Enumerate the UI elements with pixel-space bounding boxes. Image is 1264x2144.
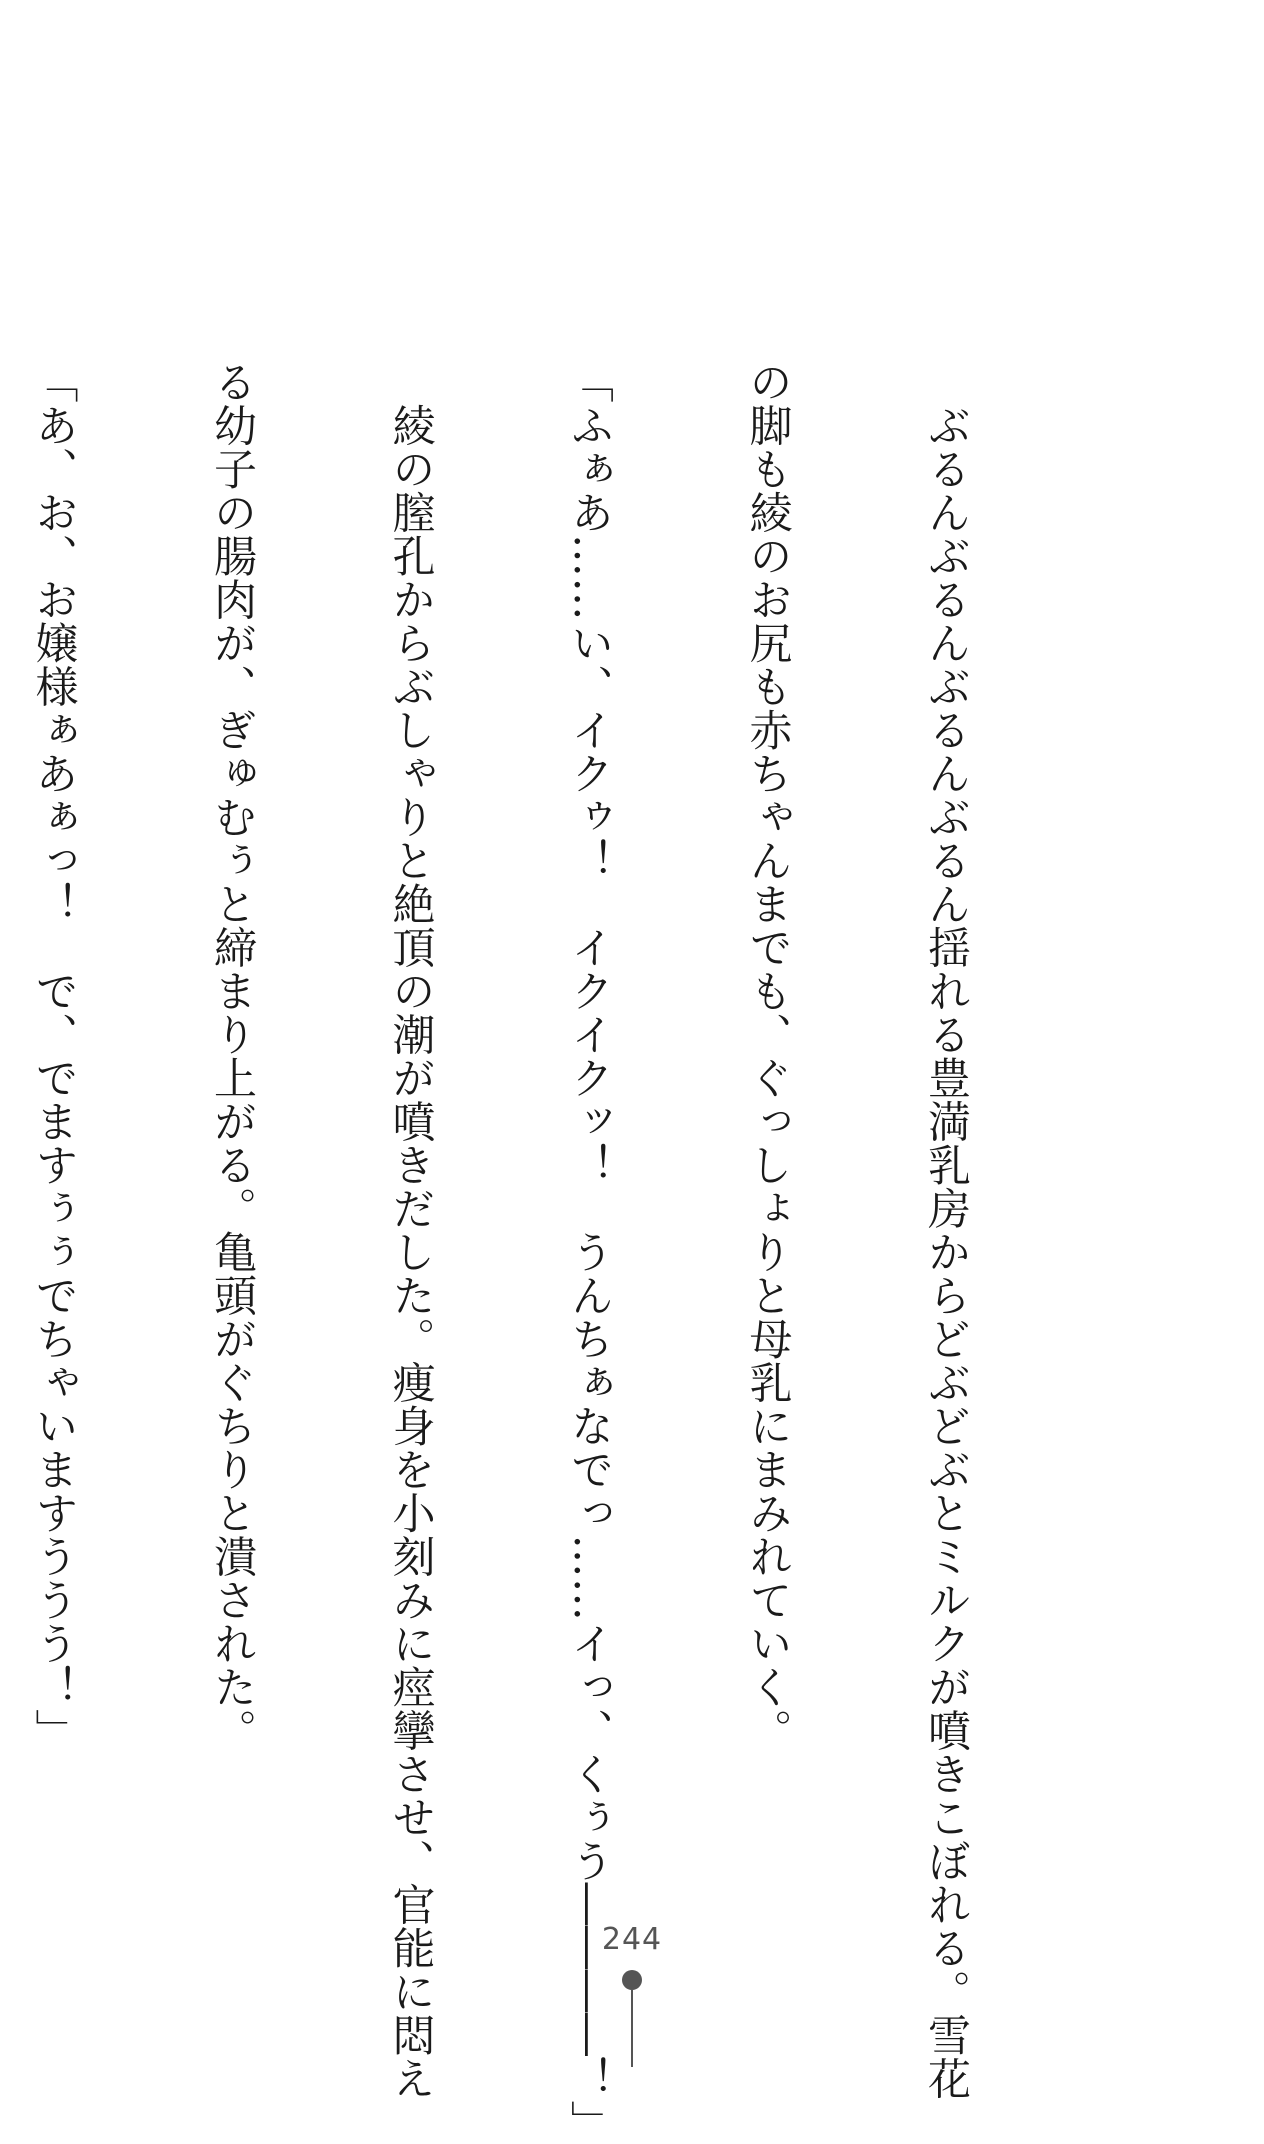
page-marker-dot-icon [622,1970,642,1990]
text-line: の脚も綾のお尻も赤ちゃんまでも、ぐっしょりと母乳にまみれていく。 [742,360,793,1752]
text-line: る幼子の腸肉が、ぎゅむぅと締まり上がる。亀頭がぐちりと潰された。 [207,360,257,1752]
text-line: 綾の膣孔からぶしゃりと絶頂の潮が噴きだした。痩身を小刻みに痙攣させ、官能に悶え [385,360,436,2100]
text-line: 「あ、お、お嬢様ぁあぁっ！ で、でますぅぅでちゃいますううう！」 [28,360,79,1752]
page-number: 244 [601,1922,663,1957]
text-line: 「ふぁあ……い、イクゥ！ イクイクッ！ うんちぁなでっ……イっ、くぅう――――！」 [564,360,614,2144]
page-marker-line [631,1990,633,2067]
text-line: ぶるんぶるんぶるんぶるん揺れる豊満乳房からどぶどぶとミルクが噴きこぼれる。雪花 [921,360,971,2100]
